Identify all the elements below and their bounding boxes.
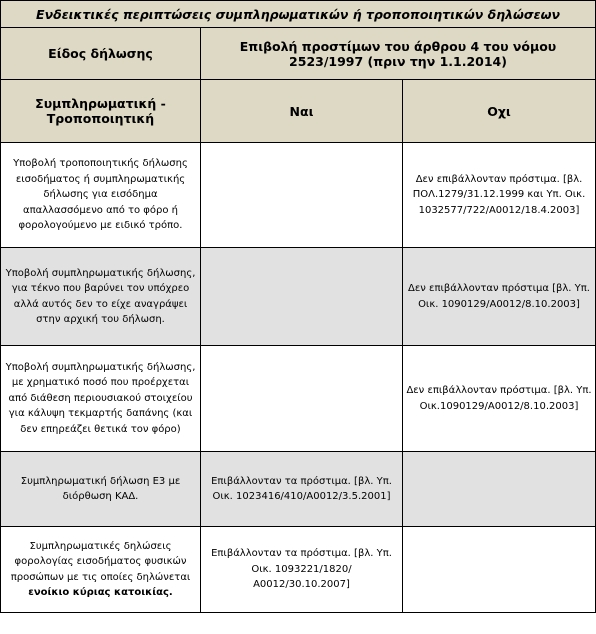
cell-type-text: Συμπληρωματικές δηλώσεις φορολογίας εισοδήματος φυσικών προσώπων με τις οποίες δηλώνεται	[10, 540, 191, 583]
header-row-2	[1, 80, 596, 143]
cell-type: Υποβολή τροποποιητικής δήλωσης εισοδήματος ή συμπληρωματικής δήλωσης για εισόδημα απαλλασσόμενο από το φόρο ή φορολογούμενο με ειδικό τρόπο.	[1, 143, 201, 248]
table-row	[1, 346, 596, 452]
table-row	[1, 143, 596, 248]
header-fines: Επιβολή προστίμων του άρθρου 4 του νόμου 2523/1997 (πριν την 1.1.2014)	[201, 28, 596, 80]
cell-yes	[201, 346, 403, 452]
cell-yes: Επιβάλλονταν τα πρόστιμα. [βλ. Υπ. Οικ. 1093221/1820/Α0012/30.10.2007]	[201, 527, 403, 613]
cell-type: Υποβολή συμπληρωματικής δήλωσης, για τέκνο που βαρύνει τον υπόχρεο αλλά αυτός δεν το είχε αναγράψει στην αρχική του δήλωση.	[1, 248, 201, 346]
cell-type: Υποβολή συμπληρωματικής δήλωσης, με χρηματικό ποσό που προέρχεται από διάθεση περιουσιακού στοιχείου για κάλυψη τεκμαρτής δαπάνης (και δεν επηρεάζει θετικά τον φόρο)	[1, 346, 201, 452]
cell-no	[403, 527, 596, 613]
cell-no: Δεν επιβάλλονταν πρόστιμα. [βλ. Υπ. Οικ.1090129/Α0012/8.10.2003]	[403, 346, 596, 452]
cell-yes	[201, 248, 403, 346]
table-title-row	[1, 1, 596, 28]
cell-no: Δεν επιβάλλονταν πρόστιμα. [βλ. ΠΟΛ.1279/31.12.1999 και Υπ. Οικ. 1032577/722/Α0012/18.4.2003]	[403, 143, 596, 248]
table-row	[1, 452, 596, 527]
header-yes: Ναι	[201, 80, 403, 143]
cell-yes	[201, 143, 403, 248]
header-declaration-type: Είδος δήλωσης	[1, 28, 201, 80]
table-title: Ενδεικτικές περιπτώσεις συμπληρωματικών ή τροποποιητικών δηλώσεων	[1, 1, 596, 28]
cell-no: Δεν επιβάλλονταν πρόστιμα [βλ. Υπ. Οικ. 1090129/Α0012/8.10.2003]	[403, 248, 596, 346]
cell-type: Συμπληρωματική δήλωση Ε3 με διόρθωση ΚΑΔ.	[1, 452, 201, 527]
cell-type-emphasis: ενοίκιο κύριας κατοικίας.	[28, 587, 173, 598]
cell-yes: Επιβάλλονταν τα πρόστιμα. [βλ. Υπ. Οικ. 1023416/410/Α0012/3.5.2001]	[201, 452, 403, 527]
table-row	[1, 527, 596, 613]
header-supplementary: Συμπληρωματική - Τροποποιητική	[1, 80, 201, 143]
cell-type	[1, 527, 201, 613]
header-no: Οχι	[403, 80, 596, 143]
header-row-1	[1, 28, 596, 80]
table-row	[1, 248, 596, 346]
cell-no	[403, 452, 596, 527]
